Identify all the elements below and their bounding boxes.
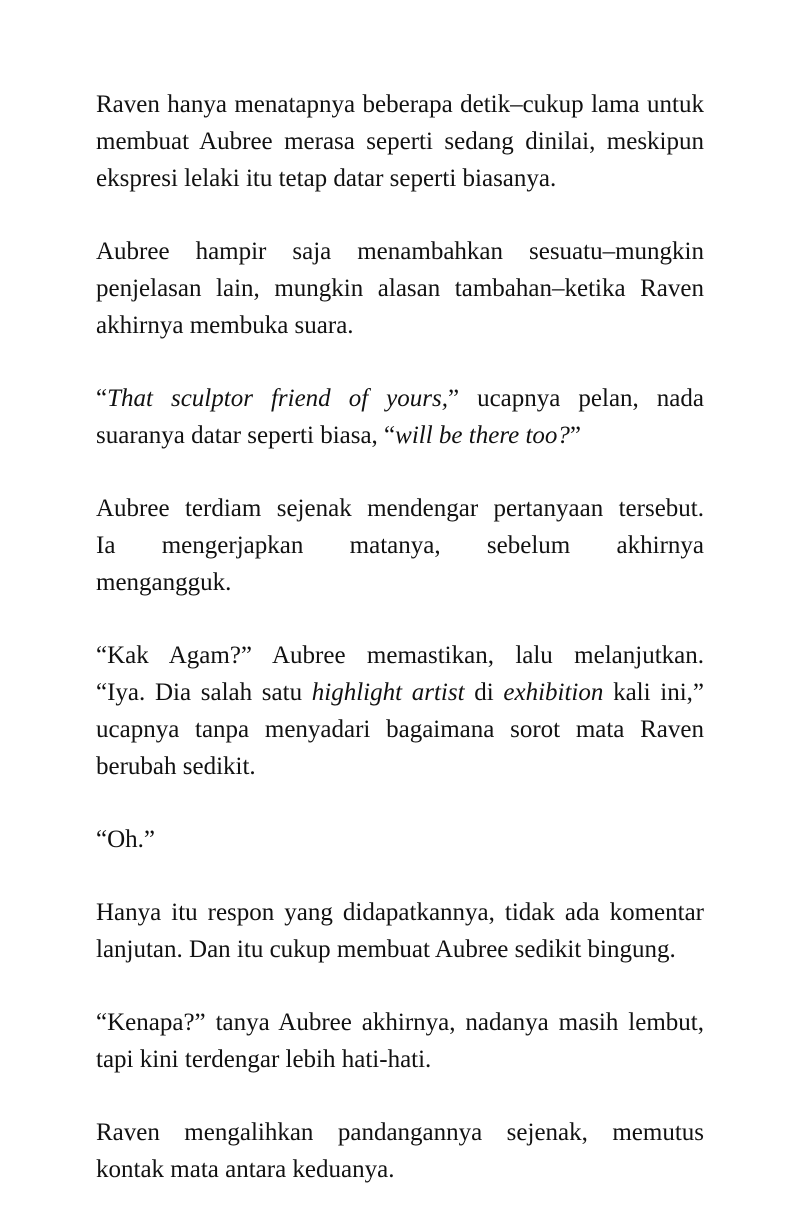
paragraph-7: Hanya itu respon yang didapatkannya, tidak ada komentar lanjutan. Dan itu cukup membuat Aubree sedikit bingung. [96, 899, 704, 963]
text-line: Aubree terdiam sejenak mendengar pertanyaan tersebut. [96, 495, 704, 522]
paragraph-4 [96, 490, 704, 601]
paragraph-5 [96, 637, 704, 785]
story-page [96, 86, 704, 1224]
text-line [96, 674, 704, 711]
paragraph-1: Raven hanya menatapnya beberapa detik–cukup lama untuk membuat Aubree merasa seperti sedang dinilai, meskipun ekspresi lelaki itu tetap datar seperti biasanya. [96, 91, 704, 192]
italic-phrase: exhibition [503, 679, 604, 706]
text-line: mengangguk. [96, 569, 232, 596]
paragraph-8: “Kenapa?” tanya Aubree akhirnya, nadanya masih lembut, tapi kini terdengar lebih hati-hati. [96, 1009, 704, 1073]
italic-phrase: highlight artist [311, 679, 465, 706]
italic-phrase: will be there too? [395, 422, 570, 449]
dialogue-text: di [464, 679, 504, 706]
dialogue-text: “Iya. Dia salah satu [96, 679, 312, 706]
quote-close: ” [569, 422, 582, 449]
text-line: Ia mengerjapkan matanya, sebelum akhirnya [96, 532, 704, 559]
text-line: “Kak Agam?” Aubree memastikan, lalu melanjutkan. [96, 642, 704, 669]
paragraph-2: Aubree hampir saja menambahkan sesuatu–mungkin penjelasan lain, mungkin alasan tambahan–ketika Raven akhirnya membuka suara. [96, 238, 704, 339]
quote-open: “ [96, 385, 108, 412]
paragraph-6: “Oh.” [96, 826, 155, 853]
narration-text: ” ucapnya pelan, nada suaranya datar seperti biasa, “ [96, 385, 705, 449]
italic-phrase: That sculptor friend of yours, [107, 385, 448, 412]
dialogue-text: kali ini,” [603, 679, 704, 706]
paragraph-3 [96, 380, 704, 454]
paragraph-9: Raven mengalihkan pandangannya sejenak, memutus kontak mata antara keduanya. [96, 1119, 704, 1183]
text-line: ucapnya tanpa menyadari bagaimana sorot mata Raven berubah sedikit. [96, 716, 704, 780]
